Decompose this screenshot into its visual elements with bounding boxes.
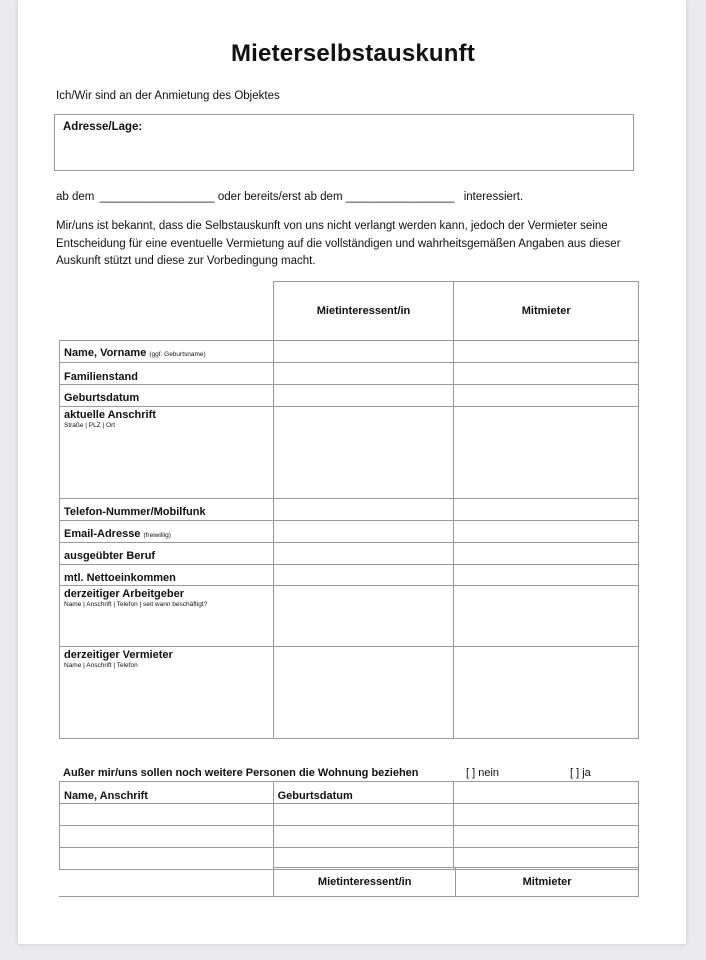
table-row <box>60 521 639 543</box>
cell-input[interactable] <box>454 565 639 586</box>
table-row <box>60 647 639 739</box>
cell-input[interactable] <box>273 586 454 647</box>
table-row <box>60 804 639 826</box>
persons-header-birthdate: Geburtsdatum <box>277 790 353 802</box>
cell-input[interactable] <box>454 385 639 407</box>
table-row <box>60 499 639 521</box>
cell-input[interactable] <box>454 826 639 848</box>
row-label: derzeitiger Vermieter <box>64 649 173 661</box>
cell-input[interactable] <box>454 804 639 826</box>
cell-input[interactable] <box>454 782 639 804</box>
row-sublabel: Name | Anschrift | Telefon | seit wann beschäftigt? <box>64 601 208 608</box>
cell-input[interactable] <box>273 565 454 586</box>
date-line <box>56 189 523 206</box>
signature-header-mietinteressent: Mietinteressent/in <box>274 868 456 897</box>
table-row <box>60 341 639 363</box>
row-note: (ggf. Geburtsname) <box>149 351 206 358</box>
table-row <box>60 782 639 804</box>
cell-input[interactable] <box>273 341 454 363</box>
cell-input[interactable] <box>454 499 639 521</box>
intro-line: Ich/Wir sind an der Anmietung des Objektes <box>56 90 280 102</box>
persons-table <box>59 781 639 870</box>
cell-input[interactable] <box>273 543 454 565</box>
signature-table <box>59 867 639 897</box>
cell-input[interactable] <box>273 407 454 499</box>
address-label: Adresse/Lage: <box>63 121 143 133</box>
row-label: Name, Vorname <box>64 347 147 359</box>
persons-question: Außer mir/uns sollen noch weitere Personen die Wohnung beziehen <box>63 767 419 779</box>
option-ja[interactable]: [ ] ja <box>570 767 591 779</box>
cell-input[interactable] <box>454 543 639 565</box>
row-label: Familienstand <box>64 371 138 383</box>
row-label: Geburtsdatum <box>64 392 140 404</box>
signature-empty-cell <box>59 868 274 897</box>
row-label: Email-Adresse <box>64 528 141 540</box>
signature-header-mitmieter: Mitmieter <box>456 868 639 897</box>
option-nein[interactable]: [ ] nein <box>466 767 500 779</box>
table-row <box>60 407 639 499</box>
table-row <box>60 586 639 647</box>
table-row <box>60 565 639 586</box>
cell-input[interactable] <box>454 363 639 385</box>
row-label: ausgeübter Beruf <box>64 550 156 562</box>
cell-input[interactable] <box>273 826 454 848</box>
row-label: mtl. Nettoeinkommen <box>64 572 176 584</box>
date-line-end: interessiert. <box>463 191 524 203</box>
header-mietinteressent: Mietinteressent/in <box>273 282 454 341</box>
page-title: Mieterselbstauskunft <box>230 40 476 67</box>
date-blank-1[interactable]: __________________ <box>99 191 215 203</box>
cell-input[interactable] <box>454 586 639 647</box>
main-table <box>59 281 639 739</box>
row-note: (freiwillig) <box>143 532 171 539</box>
cell-input[interactable] <box>273 499 454 521</box>
address-box[interactable] <box>54 114 634 171</box>
cell-input[interactable] <box>273 385 454 407</box>
date-line-middle: oder bereits/erst ab dem <box>217 191 343 203</box>
date-line-ab: ab dem <box>56 191 95 203</box>
cell-input[interactable] <box>273 647 454 739</box>
cell-input[interactable] <box>454 407 639 499</box>
consent-paragraph: Mir/uns ist bekannt, dass die Selbstauskunft von uns nicht verlangt werden kann, jedoch der Vermieter seine Entscheidung für eine eventuelle Vermietung auf die vollständigen und wahrheitsgemäßen Angaben aus dieser Auskunft stützt und diese zur Vorbedingung macht. <box>56 220 621 267</box>
date-blank-2[interactable]: _________________ <box>345 191 455 203</box>
table-row <box>60 543 639 565</box>
cell-input[interactable] <box>454 341 639 363</box>
table-row <box>60 385 639 407</box>
header-mitmieter: Mitmieter <box>454 282 639 341</box>
cell-input[interactable] <box>60 826 274 848</box>
cell-input[interactable] <box>454 521 639 543</box>
row-label: Telefon-Nummer/Mobilfunk <box>64 506 206 518</box>
row-sublabel: Straße | PLZ | Ort <box>64 422 116 429</box>
row-label: derzeitiger Arbeitgeber <box>64 588 185 600</box>
row-sublabel: Name | Anschrift | Telefon <box>64 662 138 669</box>
header-empty-cell <box>60 282 274 341</box>
cell-input[interactable] <box>60 804 274 826</box>
cell-input[interactable] <box>454 647 639 739</box>
cell-input[interactable] <box>273 521 454 543</box>
cell-input[interactable] <box>273 363 454 385</box>
persons-header-name: Name, Anschrift <box>64 790 148 802</box>
cell-input[interactable] <box>273 804 454 826</box>
row-label: aktuelle Anschrift <box>64 409 156 421</box>
table-row <box>60 363 639 385</box>
table-row <box>60 826 639 848</box>
